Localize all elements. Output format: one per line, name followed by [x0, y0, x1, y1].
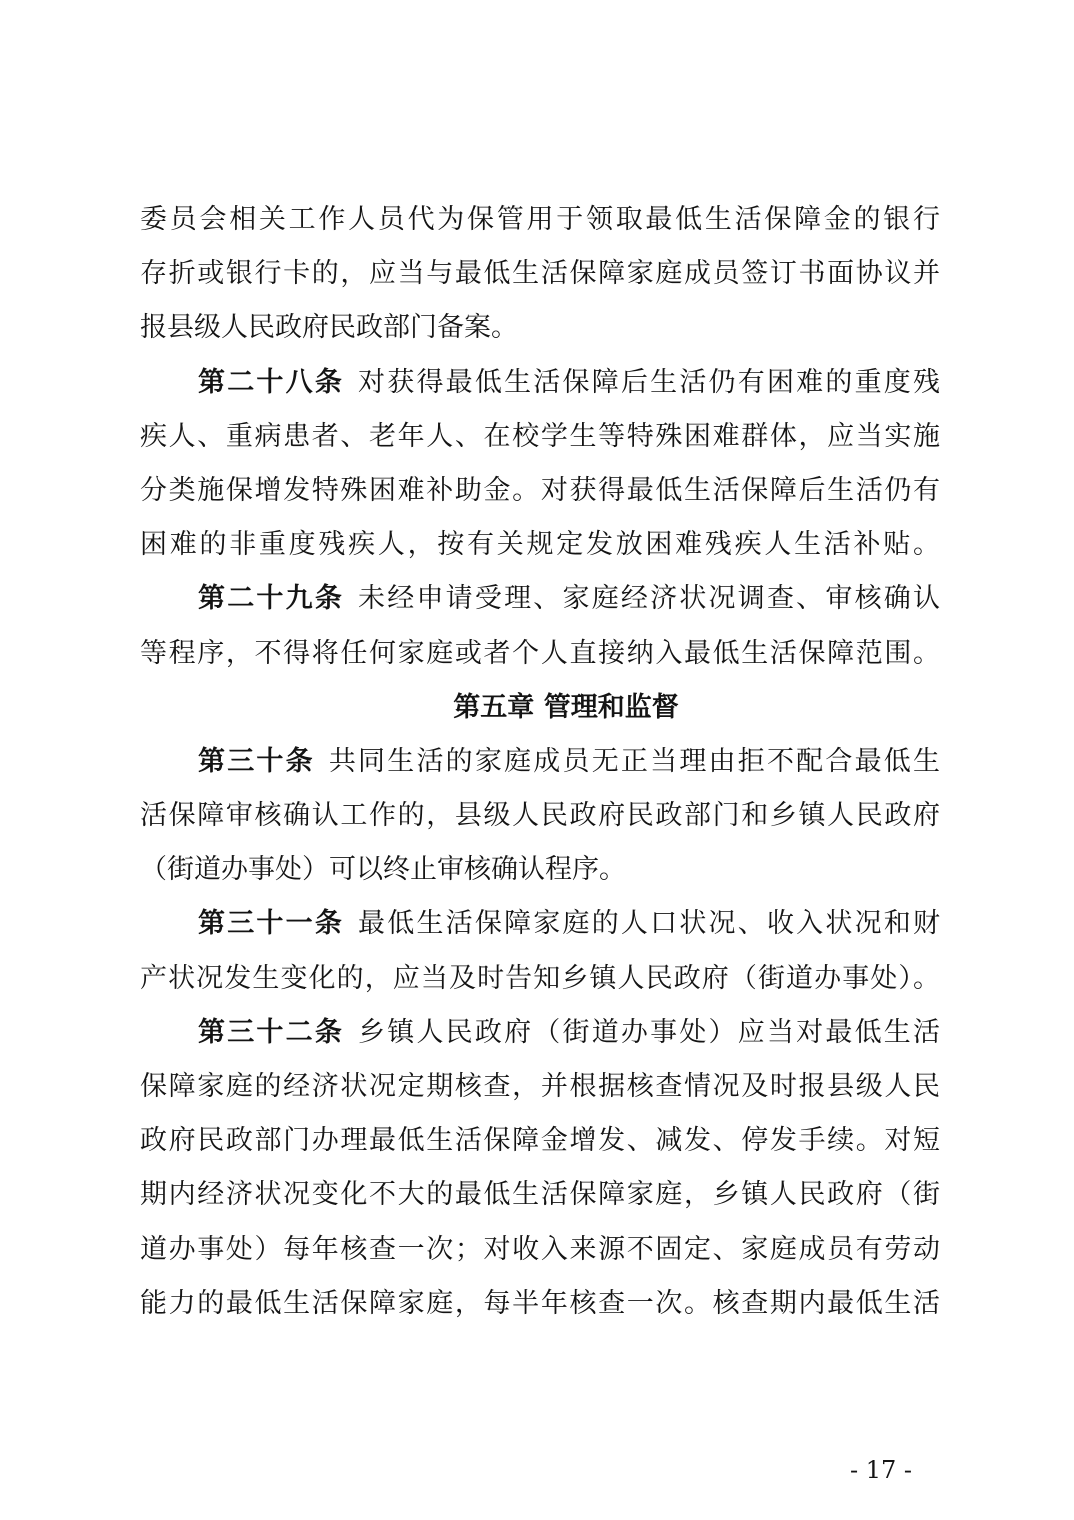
article-label: 第三十一条 [198, 908, 345, 940]
page-body [140, 193, 940, 1331]
text-line: 保障家庭的经济状况定期核查，并根据核查情况及时报县级人民 [140, 1071, 940, 1102]
page-number: - 17 - [849, 1456, 912, 1484]
text-line: 等程序，不得将任何家庭或者个人直接纳入最低生活保障范围。 [140, 637, 940, 669]
article-32 [140, 1006, 940, 1331]
article-31 [140, 897, 940, 1005]
article-label: 第三十条 [198, 745, 315, 777]
article-label: 第二十八条 [198, 366, 345, 398]
text-line: 期内经济状况变化不大的最低生活保障家庭，乡镇人民政府（街 [140, 1179, 940, 1211]
article-text: 未经申请受理、家庭经济状况调查、审核确认 [358, 583, 940, 615]
text-line: 道办事处）每年核查一次；对收入来源不固定、家庭成员有劳动 [140, 1233, 940, 1265]
text-line [140, 356, 940, 410]
text-line: 活保障审核确认工作的，县级人民政府民政部门和乡镇人民政府 [140, 800, 940, 832]
chapter-heading: 第五章 管理和监督 [453, 691, 679, 723]
text-line: 存折或银行卡的，应当与最低生活保障家庭成员签订书面协议并 [140, 258, 940, 290]
article-30 [140, 735, 940, 898]
text-line [140, 897, 940, 951]
article-label: 第二十九条 [198, 583, 345, 615]
text-line [140, 735, 940, 789]
text-line: 政府民政部门办理最低生活保障金增发、减发、停发手续。对短 [140, 1125, 940, 1157]
text-line [140, 572, 940, 626]
article-label: 第三十二条 [198, 1016, 345, 1048]
article-28 [140, 356, 940, 573]
article-29 [140, 572, 940, 680]
text-line: 产状况发生变化的，应当及时告知乡镇人民政府（街道办事处）。 [140, 962, 940, 994]
text-line [140, 1006, 940, 1060]
article-text: 乡镇人民政府（街道办事处）应当对最低生活 [358, 1016, 940, 1048]
text-line: 分类施保增发特殊困难补助金。对获得最低生活保障后生活仍有 [140, 474, 940, 506]
text-line: 委员会相关工作人员代为保管用于领取最低生活保障金的银行 [140, 204, 940, 235]
article-text: 最低生活保障家庭的人口状况、收入状况和财 [358, 908, 940, 940]
paragraph-continuation [140, 193, 940, 356]
article-text: 对获得最低生活保障后生活仍有困难的重度残 [358, 366, 940, 398]
text-line: 疾人、重病患者、老年人、在校学生等特殊困难群体，应当实施 [140, 420, 940, 452]
text-line: （街道办事处）可以终止审核确认程序。 [140, 854, 626, 886]
article-text: 共同生活的家庭成员无正当理由拒不配合最低生 [328, 745, 940, 777]
text-line: 困难的非重度残疾人，按有关规定发放困难残疾人生活补贴。 [140, 529, 940, 561]
text-line: 能力的最低生活保障家庭，每半年核查一次。核查期内最低生活 [140, 1287, 940, 1319]
text-line: 报县级人民政府民政部门备案。 [140, 312, 518, 344]
